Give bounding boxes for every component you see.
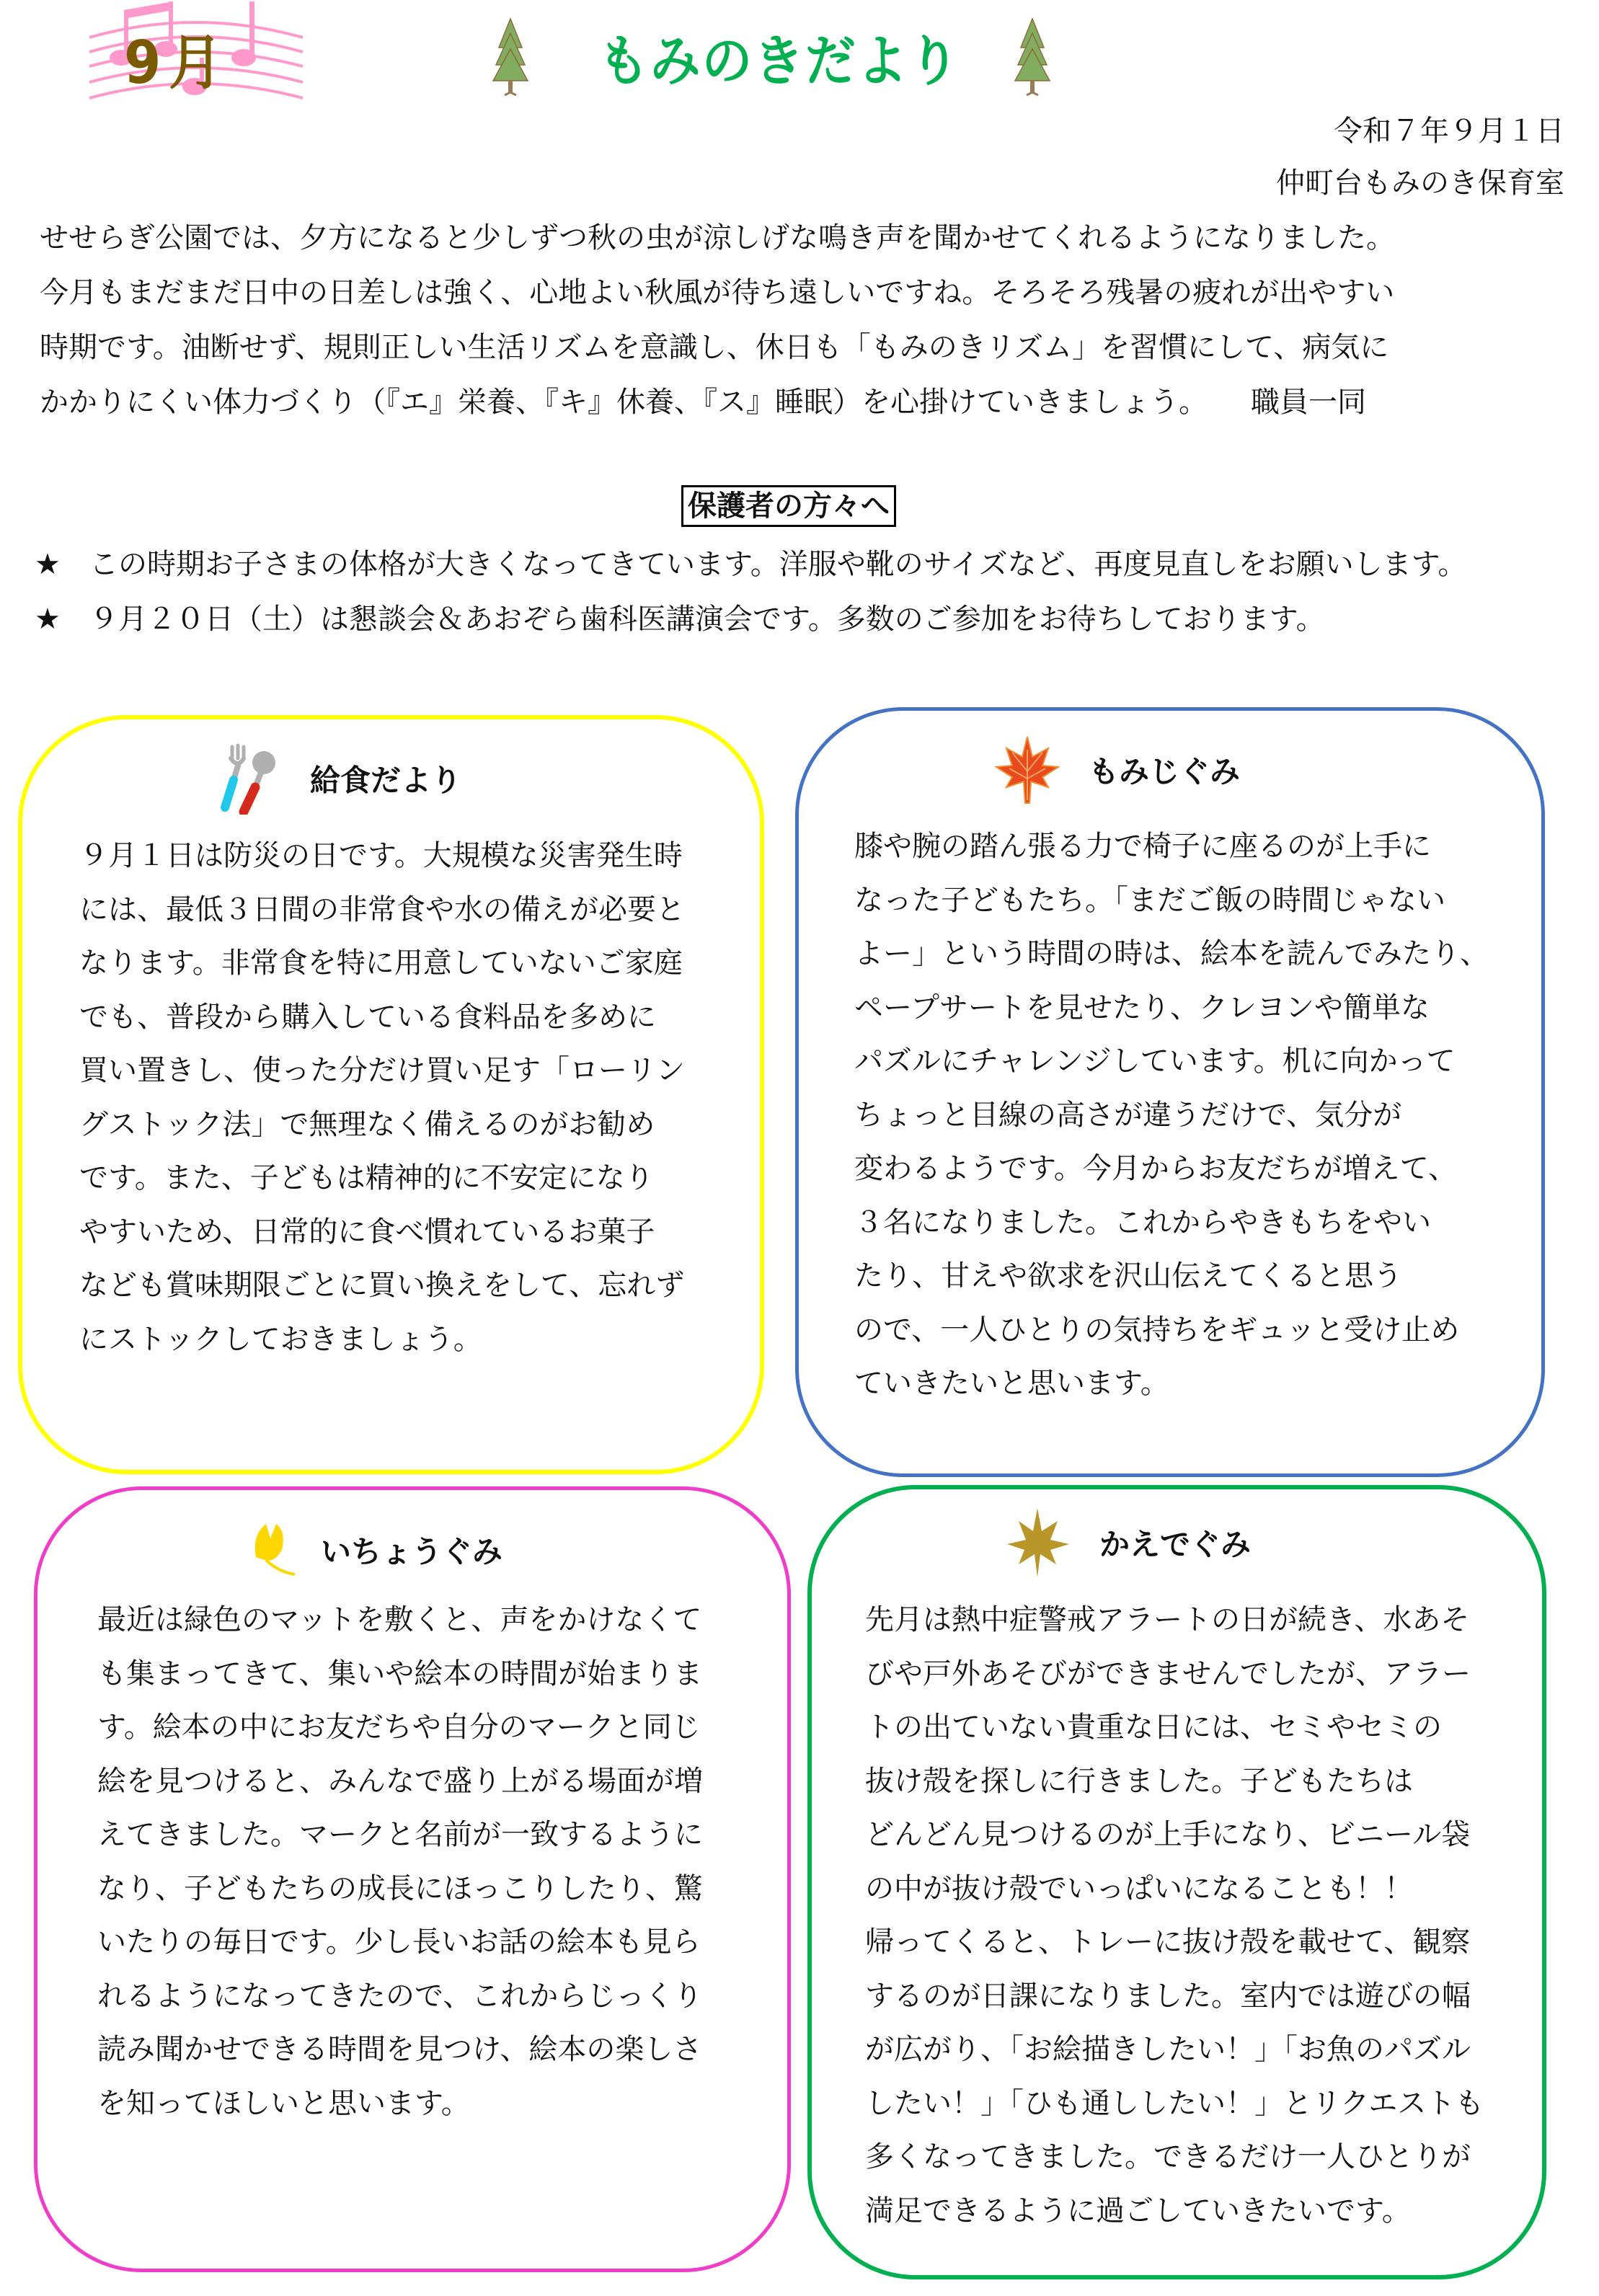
newsletter-title: もみのきだより <box>598 29 961 93</box>
body-line: たり、甘えや欲求を沢山伝えてくると思う <box>854 1259 1402 1293</box>
section-momiji-body <box>854 820 1489 1411</box>
body-line: ちょっと目線の高さが違うだけで、気分が <box>854 1098 1402 1132</box>
notice-list <box>35 537 1466 647</box>
body-line: トの出ていない貴重な日には、セミやセミの <box>865 1711 1442 1744</box>
section-icho-body <box>97 1593 703 2130</box>
month-badge <box>79 0 310 105</box>
section-kaede-header <box>1006 1507 1251 1579</box>
intro-line: かかりにくい体力づくり（『エ』栄養、『キ』休養、『ス』睡眠）を心掛けていきましょう。 職員一同 <box>40 386 1366 419</box>
body-line: 絵を見つけると、みんなで盛り上がる場面が増 <box>97 1764 703 1798</box>
section-momiji-header <box>995 735 1240 805</box>
body-line: 変わるようです。今月からお友だちが増えて、 <box>854 1152 1457 1185</box>
notice-item-text: ９月２０日（土）は懇談会＆あおぞら歯科医講演会です。多数のご参加をお待ちしております。 <box>89 603 1325 636</box>
body-line: よー」という時間の時は、絵本を読んでみたり、 <box>854 937 1489 970</box>
body-line: いたりの毎日です。少し長いお話の絵本も見ら <box>97 1925 701 1959</box>
body-line: どんどん見つけるのが上手になり、ビニール袋 <box>865 1818 1471 1851</box>
kaede-leaf-icon <box>1006 1507 1071 1579</box>
body-line: の中が抜け殻でいっぱいになることも！！ <box>865 1871 1413 1905</box>
body-line: グストック法」で無理なく備えるのがお勧め <box>79 1107 655 1141</box>
body-line: パズルにチャレンジしています。机に向かって <box>854 1045 1456 1078</box>
body-line: を知ってほしいと思います。 <box>97 2086 470 2120</box>
notice-item-text: この時期お子さまの体格が大きくなってきています。洋服や靴のサイズなど、再度見直しをお願いします。 <box>89 548 1467 581</box>
body-line: ので、一人ひとりの気持ちをギュッと受け止め <box>854 1313 1460 1347</box>
star-bullet-icon: ★ <box>35 548 61 581</box>
notice-item <box>35 592 1466 647</box>
body-line: なり、子どもたちの成長にほっこりしたり、驚 <box>97 1871 703 1905</box>
body-line: でも、普段から購入している食料品を多めに <box>79 1000 656 1034</box>
section-title: いちょうぐみ <box>321 1534 503 1569</box>
body-line: 膝や腕の踏ん張る力で椅子に座るのが上手に <box>854 830 1431 863</box>
body-line: なった子どもたち。「まだご飯の時間じゃない <box>854 883 1445 917</box>
intro-line: せせらぎ公園では、夕方になると少しずつ秋の虫が涼しげな鳴き声を聞かせてくれるようになりました。 <box>40 221 1395 254</box>
body-line: には、最低３日間の非常食や水の備えが必要と <box>79 892 685 926</box>
body-line: えてきました。マークと名前が一致するように <box>97 1818 703 1851</box>
month-label: 9月 <box>124 29 230 97</box>
body-line: 満足できるように過ごしていきたいです。 <box>865 2194 1411 2228</box>
body-line: ていきたいと思います。 <box>854 1367 1169 1400</box>
section-title: 給食だより <box>310 763 462 798</box>
notice-item <box>35 537 1466 592</box>
body-line: するのが日課になりました。室内では遊びの幅 <box>865 1979 1471 2013</box>
ginkgo-leaf-icon <box>249 1521 306 1579</box>
issue-date: 令和７年９月１日 <box>1334 115 1564 148</box>
fork-spoon-icon <box>216 743 281 815</box>
organization-name: 仲町台もみのき保育室 <box>1276 167 1564 200</box>
body-line: 読み聞かせできる時間を見つけ、絵本の楽しさ <box>97 2033 702 2066</box>
body-line: なども賞味期限ごとに買い換えをして、忘れず <box>79 1269 685 1302</box>
intro-line: 時期です。油断せず、規則正しい生活リズムを意識し、休日も「もみのきリズム」を習慣にして、病気に <box>40 331 1389 364</box>
section-title: かえでぐみ <box>1099 1527 1252 1562</box>
body-line: やすいため、日常的に食べ慣れているお菓子 <box>79 1215 655 1249</box>
body-line: が広がり、「お絵描きしたい！」「お魚のパズル <box>865 2033 1471 2066</box>
notice-heading: 保護者の方々へ <box>681 485 896 527</box>
body-line: ３名になりました。これからやきもちをやい <box>854 1205 1431 1239</box>
body-line: 抜け殻を探しに行きました。子どもたちは <box>865 1764 1413 1798</box>
fir-tree-icon <box>1014 17 1051 97</box>
body-line: ９月１日は防災の日です。大規模な災害発生時 <box>79 839 683 872</box>
body-line: にストックしておきましょう。 <box>79 1322 482 1356</box>
intro-line: 今月もまだまだ日中の日差しは強く、心地よい秋風が待ち遠しいですね。そろそろ残暑の疲れが出やすい <box>40 276 1395 309</box>
body-line: なります。非常食を特に用意していないご家庭 <box>79 947 683 980</box>
section-kaede-body <box>865 1593 1484 2238</box>
body-line: したい！」「ひも通ししたい！」とリクエストも <box>865 2086 1484 2120</box>
body-line: 帰ってくると、トレーに抜け殻を載せて、観察 <box>865 1925 1471 1959</box>
maple-leaf-icon <box>995 735 1060 805</box>
body-line: ペープサートを見せたり、クレヨンや簡単な <box>854 990 1430 1024</box>
body-line: 買い置きし、使った分だけ買い足す「ローリン <box>79 1054 685 1087</box>
body-line: です。また、子どもは精神的に不安定になり <box>79 1161 654 1194</box>
body-line: 最近は緑色のマットを敷くと、声をかけなくて <box>97 1603 702 1636</box>
intro-paragraph <box>40 210 1575 430</box>
body-line: 多くなってきました。できるだけ一人ひとりが <box>865 2140 1471 2173</box>
body-line: れるようになってきたので、これからじっくり <box>97 1979 703 2013</box>
body-line: す。絵本の中にお友だちや自分のマークと同じ <box>97 1711 701 1744</box>
body-line: 先月は熱中症警戒アラートの日が続き、水あそ <box>865 1603 1470 1636</box>
body-line: びや戸外あそびができませんでしたが、アラー <box>865 1657 1471 1690</box>
section-lunch-body <box>79 829 685 1366</box>
section-lunch-header <box>216 743 461 815</box>
star-bullet-icon: ★ <box>35 603 61 636</box>
body-line: も集まってきて、集いや絵本の時間が始まりま <box>97 1657 703 1690</box>
section-icho-header <box>249 1521 502 1579</box>
section-title: もみじぐみ <box>1089 754 1241 789</box>
fir-tree-icon <box>492 17 529 97</box>
